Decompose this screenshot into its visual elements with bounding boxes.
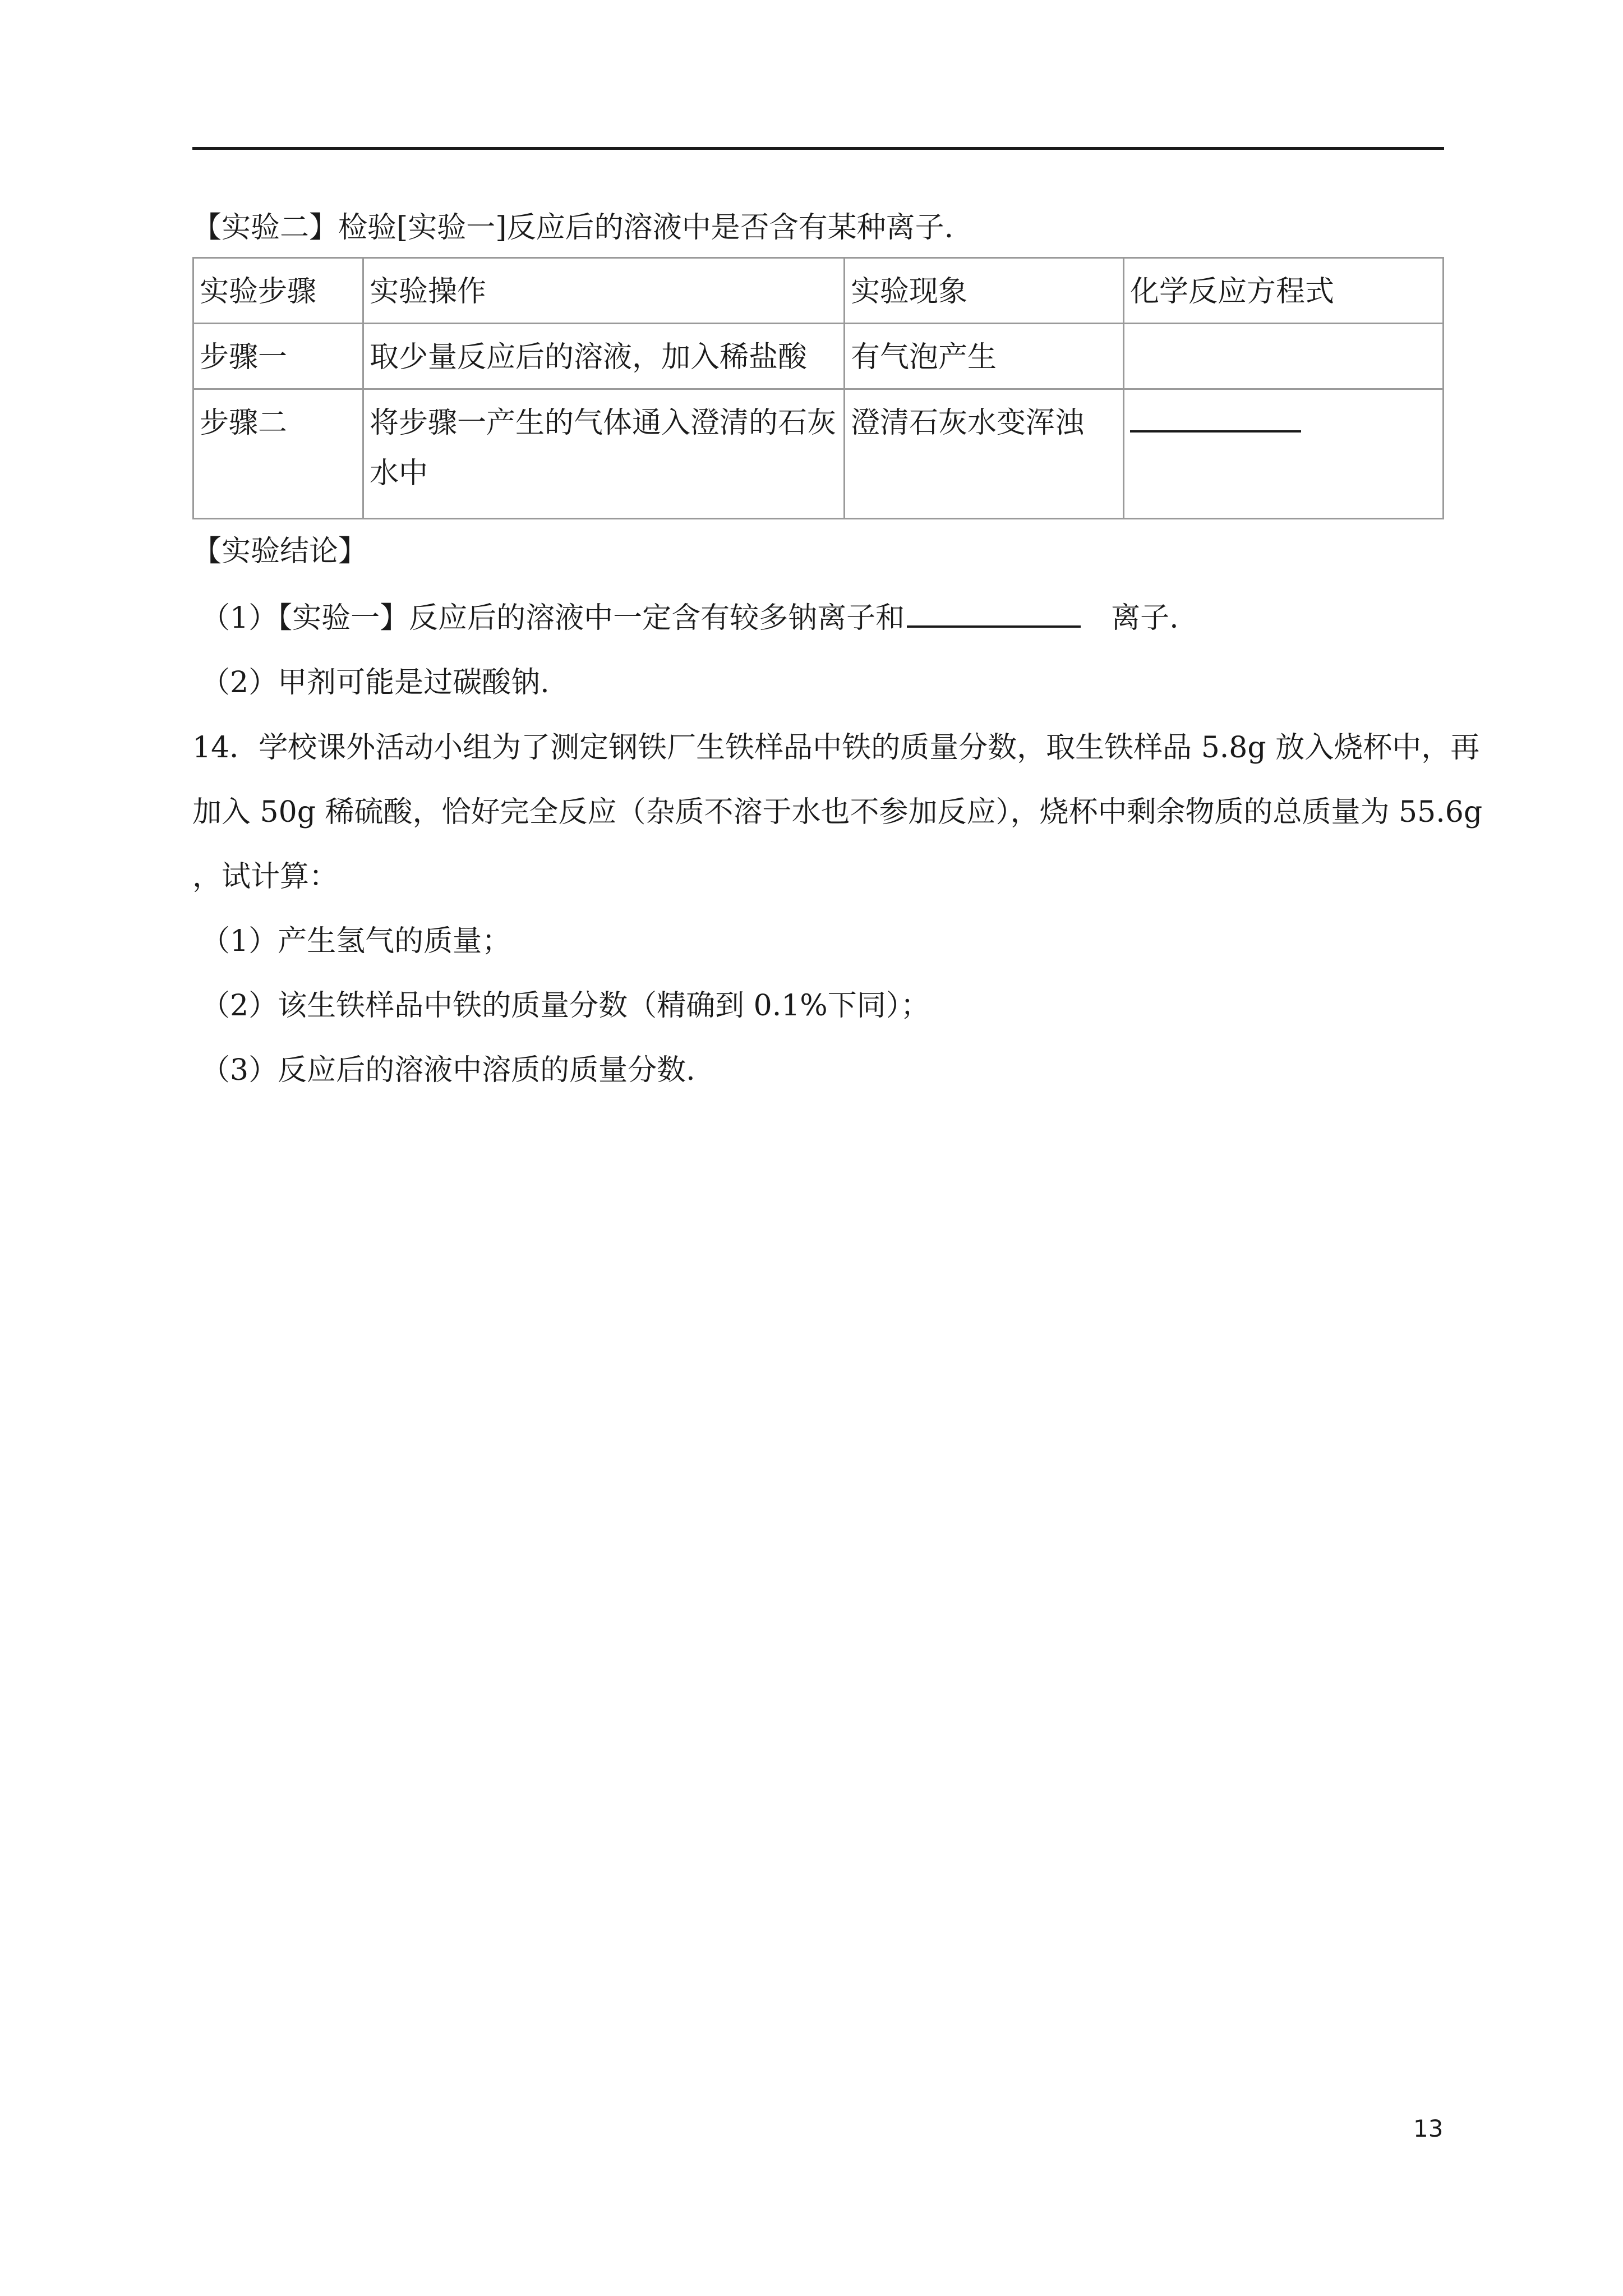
table-header-cell: 实验步骤 — [193, 258, 363, 324]
question-14-line-1: 14．学校课外活动小组为了测定钢铁厂生铁样品中铁的质量分数，取生铁样品 5.8g 放入烧杯中，再 — [192, 731, 1480, 765]
conclusion-1-suffix: 离子. — [1111, 601, 1179, 635]
page-number: 13 — [1413, 2115, 1444, 2142]
operation-line: 水中 — [370, 457, 428, 490]
table-row — [193, 324, 1444, 389]
conclusion-item-2: （2）甲剂可能是过碳酸钠. — [201, 666, 550, 700]
experiment-table — [192, 257, 1444, 519]
operation-line: 将步骤一产生的气体通入澄清的石灰 — [370, 406, 837, 440]
conclusion-1-prefix: （1）【实验一】反应后的溶液中一定含有较多钠离子和 — [201, 601, 905, 635]
conclusion-heading: 【实验结论】 — [192, 535, 368, 568]
ion-answer-blank[interactable] — [907, 597, 1081, 628]
question-14-sub-2: （2）该生铁样品中铁的质量分数（精确到 0.1%下同）； — [201, 989, 930, 1023]
phenomenon-cell: 有气泡产生 — [845, 324, 1124, 389]
question-14-sub-3: （3）反应后的溶液中溶质的质量分数. — [201, 1053, 695, 1087]
step-cell: 步骤二 — [193, 389, 363, 519]
table-header-cell: 实验操作 — [363, 258, 845, 324]
table-header-cell: 实验现象 — [845, 258, 1124, 324]
table-row — [193, 389, 1444, 519]
conclusion-item-1 — [201, 597, 1179, 638]
equation-answer-blank[interactable] — [1130, 403, 1301, 432]
experiment-2-heading: 【实验二】检验[实验一]反应后的溶液中是否含有某种离子. — [192, 211, 954, 245]
header-rule — [192, 147, 1444, 150]
operation-cell: 取少量反应后的溶液，加入稀盐酸 — [363, 324, 845, 389]
question-14-sub-1: （1）产生氢气的质量； — [201, 924, 511, 958]
step-cell: 步骤一 — [193, 324, 363, 389]
equation-cell — [1124, 324, 1444, 389]
phenomenon-cell: 澄清石灰水变浑浊 — [845, 389, 1124, 519]
question-14-line-2: 加入 50g 稀硫酸，恰好完全反应（杂质不溶于水也不参加反应），烧杯中剩余物质的总质量为 55.6g — [192, 795, 1483, 829]
question-14-line-3: ，试计算： — [192, 860, 339, 894]
operation-cell — [363, 389, 845, 519]
table-header-cell: 化学反应方程式 — [1124, 258, 1444, 324]
equation-cell — [1124, 389, 1444, 519]
table-header-row — [193, 258, 1444, 324]
